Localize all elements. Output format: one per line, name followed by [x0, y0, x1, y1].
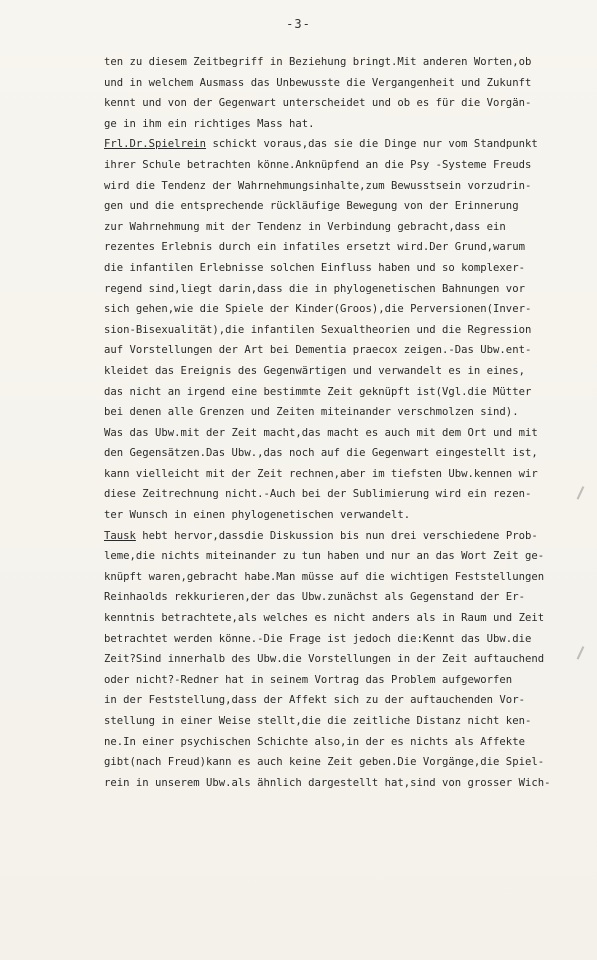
text-line: das nicht an irgend eine bestimmte Zeit geknüpft ist(Vgl.die Mütter	[104, 385, 532, 398]
text-line: sion-Bisexualität),die infantilen Sexualtheorien und die Regression	[104, 323, 532, 336]
text-line: ge in ihm ein richtiges Mass hat.	[104, 117, 315, 130]
text-line: oder nicht?-Redner hat in seinem Vortrag das Problem aufgeworfen	[104, 673, 513, 686]
text-line: ihrer Schule betrachten könne.Anknüpfend an die Psy -Systeme Freuds	[104, 158, 532, 171]
text-line: betrachtet werden könne.-Die Frage ist jedoch die:Kennt das Ubw.die	[104, 632, 532, 645]
text-line: kenntnis betrachtete,als welches es nicht anders als in Raum und Zeit	[104, 612, 545, 625]
text-line: den Gegensätzen.Das Ubw.,das noch auf die Gegenwart eingestellt ist,	[104, 447, 538, 460]
speaker-name: Frl.Dr.Spielrein	[104, 138, 207, 151]
text-line: sich gehen,wie die Spiele der Kinder(Groos),die Perversionen(Inver-	[104, 303, 532, 316]
text-line: Was das Ubw.mit der Zeit macht,das macht es auch mit dem Ort und mit	[104, 426, 538, 439]
paragraph-first-line	[104, 526, 594, 547]
paragraph-tausk	[104, 526, 594, 794]
line-rest: hebt hervor,dassdie Diskussion bis nun drei verschiedene Prob-	[135, 529, 538, 542]
body-text	[104, 52, 594, 793]
text-line: in der Feststellung,dass der Affekt sich zu der auftauchenden Vor-	[104, 694, 525, 707]
line-rest: schickt voraus,das sie die Dinge nur vom Standpunkt	[206, 138, 538, 151]
text-line: knüpft waren,gebracht habe.Man müsse auf die wichtigen Feststellungen	[104, 570, 545, 583]
text-line: diese Zeitrechnung nicht.-Auch bei der Sublimierung wird ein rezen-	[104, 488, 532, 501]
text-line: Zeit?Sind innerhalb des Ubw.die Vorstellungen in der Zeit auftauchend	[104, 653, 545, 666]
text-line: regend sind,liegt darin,dass die in phylogenetischen Bahnungen vor	[104, 282, 525, 295]
text-line: gen und die entsprechende rückläufige Bewegung von der Erinnerung	[104, 200, 519, 213]
text-line: kann vielleicht mit der Zeit rechnen,aber im tiefsten Ubw.kennen wir	[104, 467, 538, 480]
text-line: und in welchem Ausmass das Unbewusste die Vergangenheit und Zukunft	[104, 76, 532, 89]
text-line: wird die Tendenz der Wahrnehmungsinhalte,zum Bewusstsein vorzudrin-	[104, 179, 532, 192]
text-line: bei denen alle Grenzen und Zeiten miteinander verschmolzen sind).	[104, 406, 519, 419]
page-number: -3-	[286, 17, 311, 31]
text-line: gibt(nach Freud)kann es auch keine Zeit geben.Die Vorgänge,die Spiel-	[104, 756, 545, 769]
text-line: rezentes Erlebnis durch ein infatiles ersetzt wird.Der Grund,warum	[104, 241, 525, 254]
text-line: ten zu diesem Zeitbegriff in Beziehung bringt.Mit anderen Worten,ob	[104, 56, 532, 68]
paragraph-first-line	[104, 134, 594, 155]
text-line: ne.In einer psychischen Schichte also,in der es nichts als Affekte	[104, 735, 525, 748]
text-line: zur Wahrnehmung mit der Tendenz in Verbindung gebracht,dass ein	[104, 220, 506, 233]
text-line: die infantilen Erlebnisse solchen Einfluss haben und so komplexer-	[104, 261, 525, 274]
paragraph-spielrein	[104, 134, 594, 525]
text-line: leme,die nichts miteinander zu tun haben und nur an das Wort Zeit ge-	[104, 550, 545, 563]
text-line: auf Vorstellungen der Art bei Dementia praecox zeigen.-Das Ubw.ent-	[104, 344, 532, 357]
text-line: stellung in einer Weise stellt,die die zeitliche Distanz nicht ken-	[104, 715, 532, 727]
text-line: Reinhaolds rekkurieren,der das Ubw.zunächst als Gegenstand der Er-	[104, 591, 525, 604]
text-line: rein in unserem Ubw.als ähnlich dargestellt hat,sind von grosser Wich-	[104, 776, 551, 789]
text-line: kleidet das Ereignis des Gegenwärtigen und verwandelt es in eines,	[104, 364, 525, 377]
speaker-name: Tausk	[104, 529, 136, 542]
text-line: ter Wunsch in einen phylogenetischen verwandelt.	[104, 509, 411, 522]
text-line: kennt und von der Gegenwart unterscheidet und ob es für die Vorgän-	[104, 97, 532, 110]
